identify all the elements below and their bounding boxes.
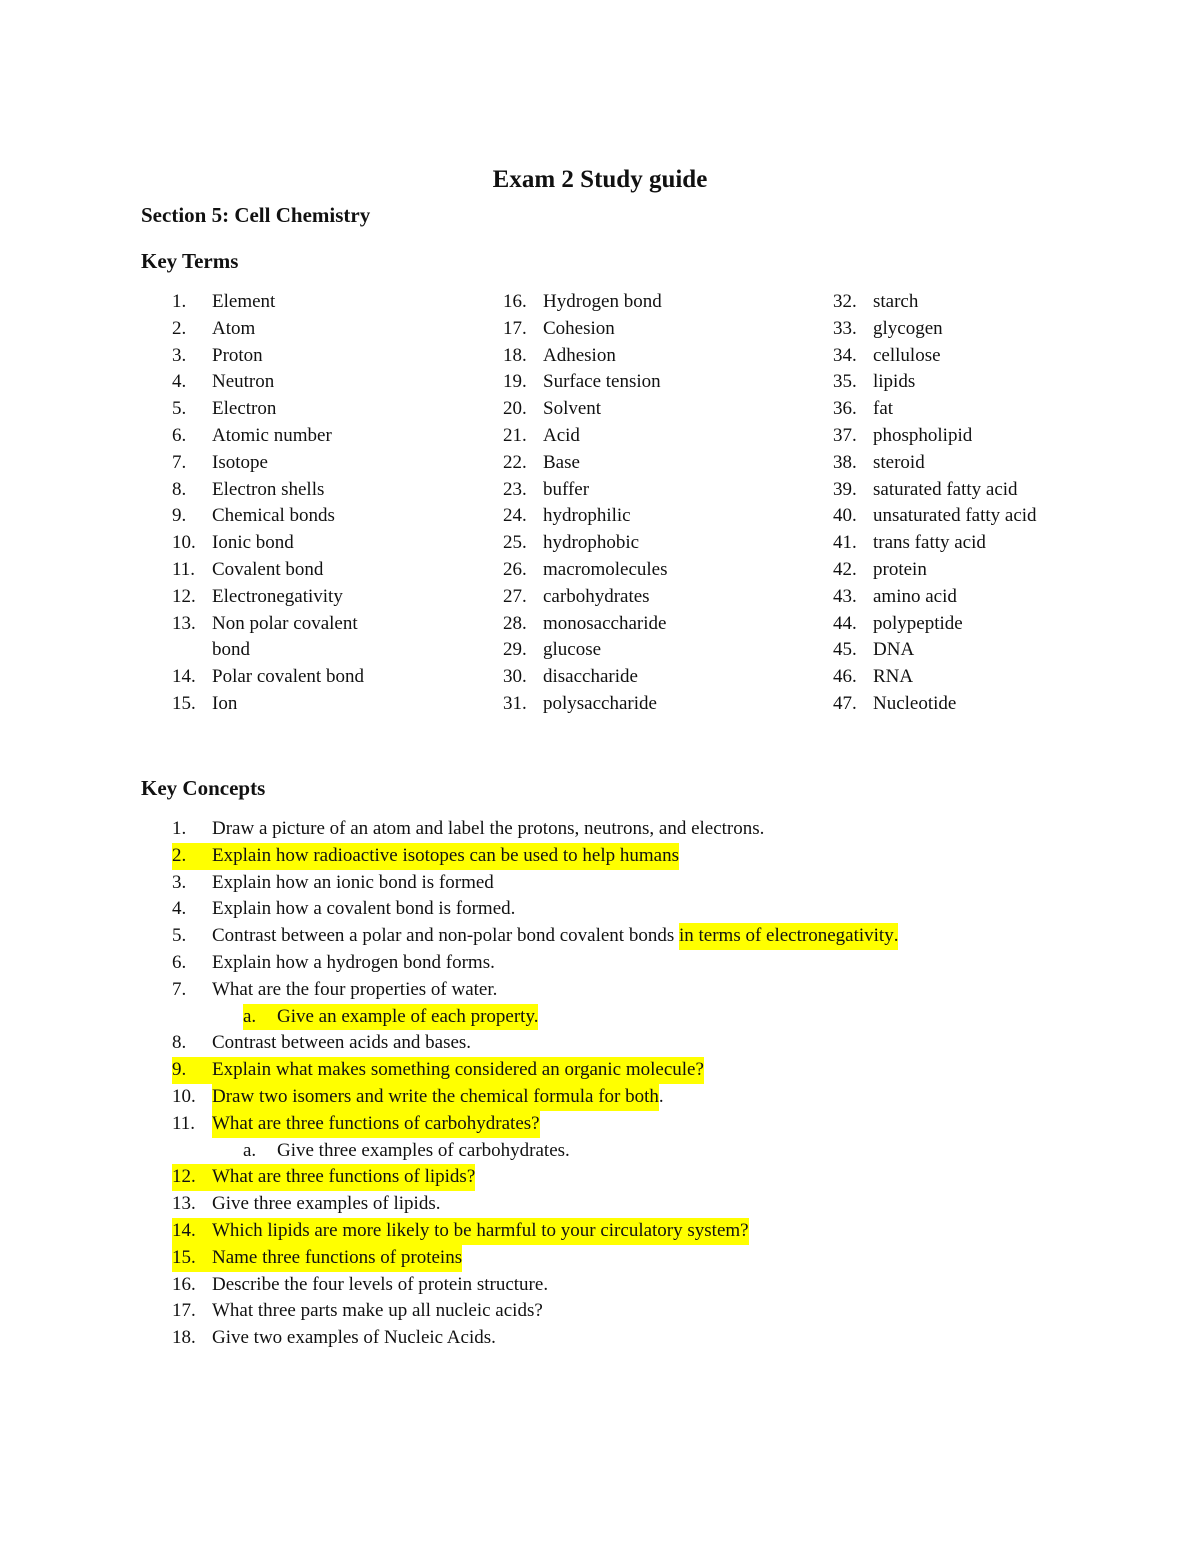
list-item: 43. amino acid [833, 585, 957, 607]
list-item: 15. Ion [172, 692, 238, 714]
list-item: 5. Contrast between a polar and non-polar bond covalent bonds in terms of electronegativity . [172, 923, 1152, 950]
list-item: 12. Electronegativity [172, 585, 343, 607]
list-item: 17. What three parts make up all nucleic acids? [172, 1300, 543, 1322]
list-item: 11. What are three functions of carbohydrates? [172, 1111, 1152, 1138]
list-subitem: a. Give an example of each property. [172, 1004, 1152, 1031]
list-item: 14. Polar covalent bond [172, 666, 364, 688]
list-item: 29. glucose [503, 639, 602, 661]
list-item: 10. Ionic bond [172, 532, 294, 554]
list-item: 17. Cohesion [503, 317, 615, 339]
list-item: 7. Isotope [172, 451, 268, 473]
list-item: 3. Explain how an ionic bond is formed [172, 871, 494, 893]
list-item: 33. glycogen [833, 317, 943, 339]
list-item: 38. steroid [833, 451, 925, 473]
list-item: 44. polypeptide [833, 612, 963, 634]
list-item: 46. RNA [833, 666, 914, 688]
list-item: 21. Acid [503, 424, 580, 446]
list-item: 9. Explain what makes something considered an organic molecule? [172, 1057, 1152, 1084]
list-item: 30. disaccharide [503, 666, 638, 688]
list-item: 35. lipids [833, 371, 916, 393]
section-heading: Section 5: Cell Chemistry [141, 203, 371, 227]
list-item: 4. Neutron [172, 371, 275, 393]
list-item: 23. buffer [503, 478, 590, 500]
list-item: 31. polysaccharide [503, 692, 657, 714]
list-item: 9. Chemical bonds [172, 505, 335, 527]
list-item: 32. starch [833, 291, 919, 312]
list-item: 42. protein [833, 558, 927, 580]
list-item: 1. Element [172, 291, 276, 312]
key-terms-column-1 [172, 289, 472, 718]
list-item: 10. Draw two isomers and write the chemical formula for both . [172, 1084, 1152, 1111]
list-item: 20. Solvent [503, 398, 602, 420]
list-item: 2. Explain how radioactive isotopes can be used to help humans [172, 843, 1152, 870]
list-item: 3. Proton [172, 344, 263, 366]
list-item: 16. Hydrogen bond [503, 291, 662, 312]
list-item: 14. Which lipids are more likely to be harmful to your circulatory system? [172, 1218, 1152, 1245]
list-item: 28. monosaccharide [503, 612, 667, 634]
list-item: 7. What are the four properties of water. [172, 978, 498, 1000]
list-item: 40. unsaturated fatty acid [833, 505, 1037, 527]
key-concepts-heading: Key Concepts [141, 776, 266, 800]
list-item: 34. cellulose [833, 344, 941, 366]
list-item: 22. Base [503, 451, 580, 473]
list-item: 5. Electron [172, 398, 277, 420]
list-item: 8. Contrast between acids and bases. [172, 1032, 472, 1054]
list-item: 37. phospholipid [833, 424, 973, 446]
list-item: 26. macromolecules [503, 558, 668, 580]
key-concepts-list [172, 816, 1152, 1352]
list-item: 11. Covalent bond [172, 558, 324, 580]
list-item: 19. Surface tension [503, 371, 661, 393]
list-item: 13. Non polar covalent bond [172, 612, 358, 661]
list-item: 25. hydrophobic [503, 532, 640, 554]
key-terms-column-2 [503, 289, 803, 718]
list-item: 45. DNA [833, 639, 915, 661]
list-item: 13. Give three examples of lipids. [172, 1193, 441, 1215]
list-item: 12. What are three functions of lipids? [172, 1164, 1152, 1191]
list-item: 15. Name three functions of proteins [172, 1245, 1152, 1272]
list-item: 8. Electron shells [172, 478, 325, 500]
list-item: 4. Explain how a covalent bond is formed. [172, 898, 516, 920]
list-item: 18. Adhesion [503, 344, 616, 366]
list-item: 1. Draw a picture of an atom and label the protons, neutrons, and electrons. [172, 818, 765, 839]
key-terms-heading: Key Terms [141, 249, 239, 273]
list-item: 27. carbohydrates [503, 585, 650, 607]
list-item: 2. Atom [172, 317, 256, 339]
list-item: 6. Atomic number [172, 424, 332, 446]
list-item: 6. Explain how a hydrogen bond forms. [172, 951, 495, 973]
list-subitem: a. Give three examples of carbohydrates. [243, 1139, 570, 1161]
list-item: 39. saturated fatty acid [833, 478, 1018, 500]
key-terms-column-3 [833, 289, 1163, 718]
document-title: Exam 2 Study guide [492, 166, 708, 193]
list-item: 18. Give two examples of Nucleic Acids. [172, 1327, 496, 1349]
list-item: 41. trans fatty acid [833, 532, 986, 554]
list-item: 47. Nucleotide [833, 692, 957, 714]
list-item: 16. Describe the four levels of protein structure. [172, 1273, 549, 1295]
list-item: 24. hydrophilic [503, 505, 631, 527]
list-item: 36. fat [833, 398, 894, 420]
